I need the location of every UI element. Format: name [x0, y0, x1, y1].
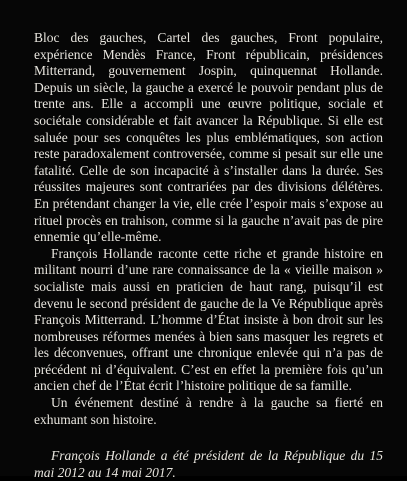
blurb-text — [34, 30, 383, 428]
blurb-paragraph-3: Un événement destiné à rendre à la gauche sa fierté en exhumant son histoire. — [34, 395, 383, 427]
blurb-paragraph-2: François Hollande raconte cette riche et grande histoire en militant nourri d’une rare connaissance de la « vieille maison » socialiste mais aussi en praticien de haut rang, puisqu’il est devenu le second président de gauche de la Ve République après François Mitterrand. L’homme d’État insiste à bon droit sur les nombreuses réformes menées à bien sans masquer les regrets et les déconvenues, offrant une chronique enlevée qui n’a pas de précédent ni d’équivalent. C’est en effet la première fois qu’un ancien chef de l’État écrit l’histoire politique de sa famille. — [34, 245, 383, 394]
blurb-paragraph-1: Bloc des gauches, Cartel des gauches, Front populaire, expérience Mendès France, Front républicain, présidences Mitterrand, gouvernement Jospin, quinquennat Hollande. Depuis un siècle, la gauche a exercé le pouvoir pendant plus de trente ans. Elle a accompli une œuvre politique, sociale et sociétale considérable et fait avancer la République. Si elle est saluée pour ses conquêtes les plus emblématiques, son action reste paradoxalement controversée, comme si pesait sur elle une fatalité. Celle de son incapacité à s’installer dans la durée. Ses réussites majeures sont contrariées par des divisions délétères. En prétendant changer la vie, elle crée l’espoir mais s’expose au rituel procès en trahison, comme si la gauche n’avait pas de pire ennemie qu’elle-même. — [34, 30, 383, 245]
author-note: François Hollande a été président de la République du 15 mai 2012 au 14 mai 2017. — [34, 448, 383, 480]
